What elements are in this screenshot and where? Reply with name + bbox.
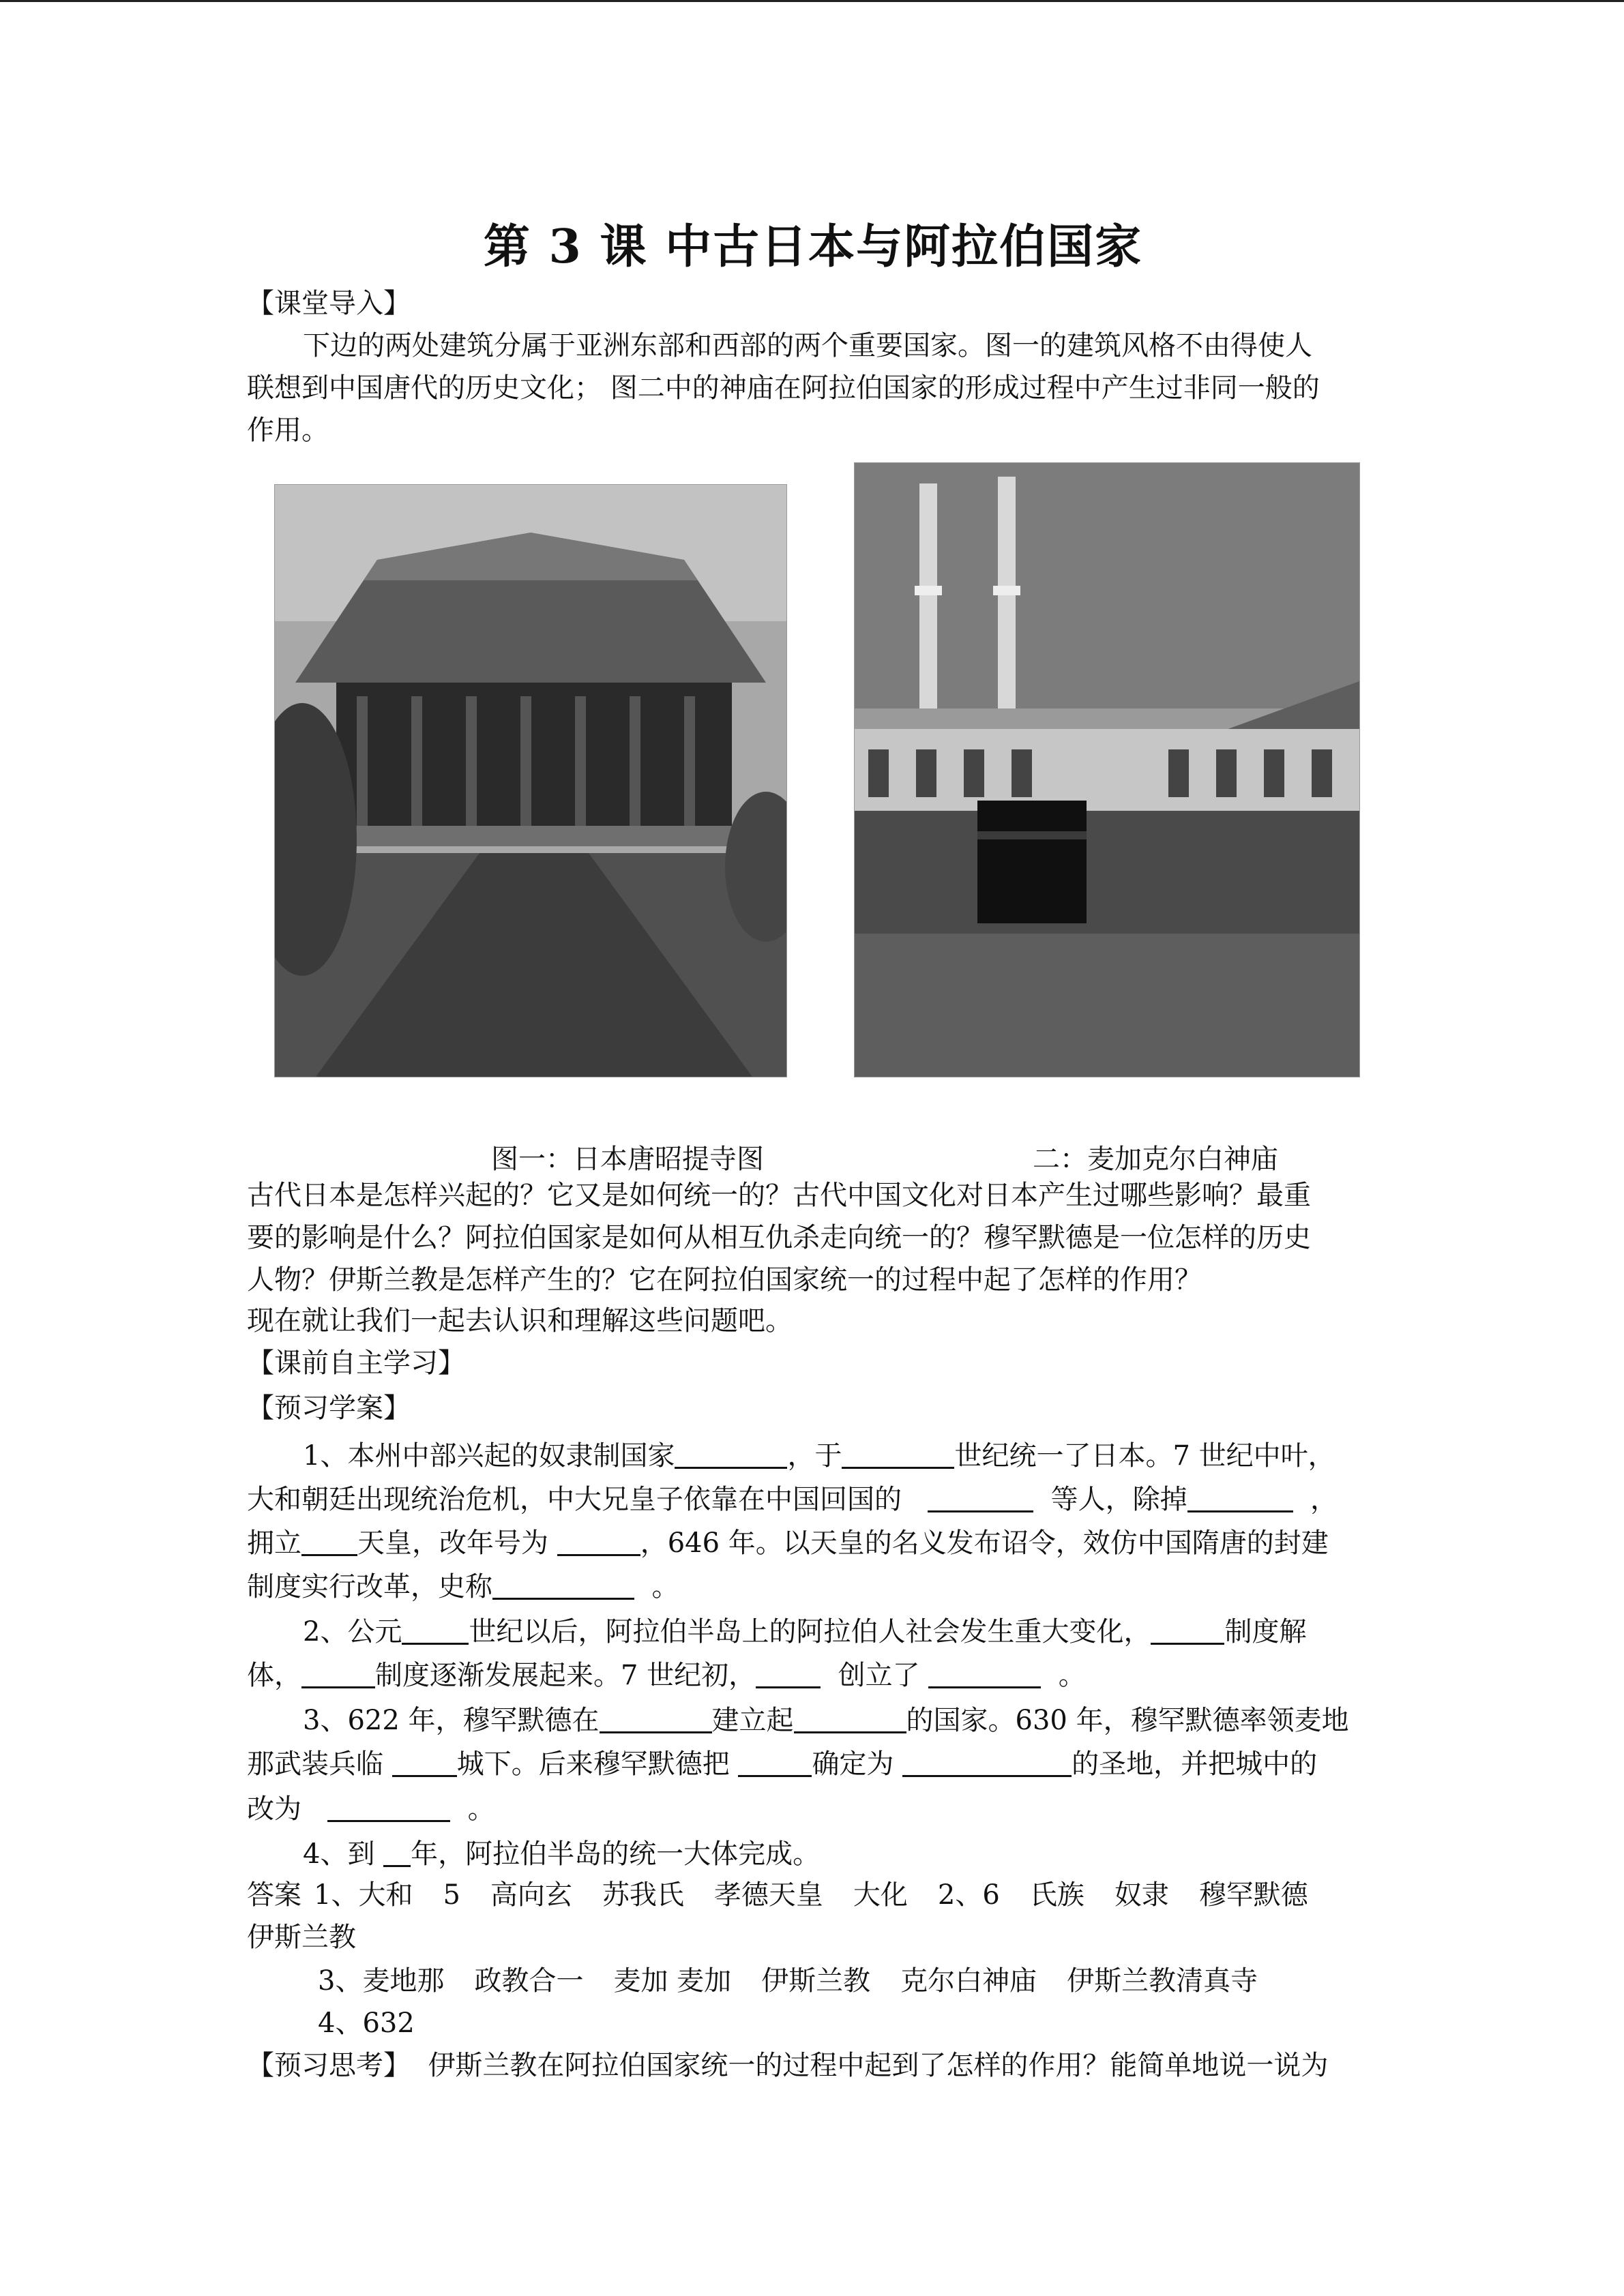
q3-blank-state-type[interactable] xyxy=(794,1704,906,1733)
page-title: 第 3 课 中古日本与阿拉伯国家 xyxy=(483,220,1143,274)
q3-blank-holy-city[interactable] xyxy=(738,1748,812,1777)
answers-row-2: 3、麦地那 政教合一 麦加 麦加 伊斯兰教 克尔白神庙 伊斯兰教清真寺 xyxy=(318,1965,1258,1997)
q2-blank-founder[interactable] xyxy=(756,1659,821,1688)
q2-line-1: 2、公元 世纪以后，阿拉伯半岛上的阿拉伯人社会发生重大变化， 制度解 xyxy=(303,1616,1307,1648)
intro-line-2: 联想到中国唐代的历史文化； 图二中的神庙在阿拉伯国家的形成过程中产生过非同一般的 xyxy=(247,372,1320,404)
figure-kaaba-mecca xyxy=(854,462,1360,1077)
q2-blank-century[interactable] xyxy=(402,1615,469,1645)
figure-1-caption: 图一：日本唐昭提寺图 xyxy=(491,1144,764,1175)
kaaba-photo xyxy=(855,463,1359,1077)
q3-blank-religion[interactable] xyxy=(902,1748,1072,1777)
intro-heading: 【课堂导入】 xyxy=(247,288,411,319)
answers-row-3: 4、632 xyxy=(318,2008,415,2039)
question-line-2: 要的影响是什么？阿拉伯国家是如何从相互仇杀走向统一的？穆罕默德是一位怎样的历史 xyxy=(247,1222,1311,1253)
q4-line-1: 4、到 年，阿拉伯半岛的统一大体完成。 xyxy=(303,1838,821,1870)
answers-row-1-cont: 伊斯兰教 xyxy=(247,1922,356,1953)
temple-photo xyxy=(275,485,786,1077)
figure-toshodaiji-temple xyxy=(274,484,787,1077)
question-line-3: 人物？伊斯兰教是怎样产生的？它在阿拉伯国家统一的过程中起了怎样的作用？ xyxy=(247,1264,1202,1296)
q2-blank-religion[interactable] xyxy=(928,1659,1041,1688)
q1-line-1: 1、本州中部兴起的奴隶制国家 ，于 世纪统一了日本。7 世纪中叶， xyxy=(303,1440,1335,1472)
q2-line-2: 体， 制度逐渐发展起来。7 世纪初， 创立了 。 xyxy=(247,1660,1086,1691)
q3-blank-mosque[interactable] xyxy=(327,1793,450,1822)
q1-line-2: 大和朝廷出现统治危机，中大兄皇子依靠在中国回国的 等人，除掉 ， xyxy=(247,1484,1338,1515)
q1-line-4: 制度实行改革，史称 。 xyxy=(247,1571,679,1602)
q3-line-1: 3、622 年，穆罕默德在 建立起 的国家。630 年，穆罕默德率领麦地 xyxy=(303,1705,1349,1736)
intro-line-3: 作用。 xyxy=(247,415,329,446)
q4-blank-year[interactable] xyxy=(383,1838,411,1867)
preview-heading: 【预习学案】 xyxy=(247,1392,411,1424)
answers-row-1: 答案 1、大和 5 高向玄 苏我氏 孝德天皇 大化 2、6 氏族 奴隶 穆罕默德 xyxy=(247,1879,1308,1911)
q1-blank-era[interactable] xyxy=(557,1527,640,1556)
q1-blank-returnees[interactable] xyxy=(928,1483,1033,1512)
q1-blank-reform[interactable] xyxy=(492,1570,634,1600)
q1-line-3: 拥立 天皇，改年号为 ，646 年。以天皇的名义发布诏令，效仿中国隋唐的封建 xyxy=(247,1527,1329,1559)
q3-blank-place[interactable] xyxy=(600,1704,712,1733)
q1-blank-emperor[interactable] xyxy=(301,1527,357,1556)
self-study-heading: 【课前自主学习】 xyxy=(247,1347,465,1379)
question-line-1: 古代日本是怎样兴起的？它又是如何统一的？古代中国文化对日本产生过哪些影响？最重 xyxy=(247,1180,1311,1211)
q2-blank-system-dissolve[interactable] xyxy=(1151,1615,1224,1645)
preview-think: 【预习思考】 伊斯兰教在阿拉伯国家统一的过程中起到了怎样的作用？能简单地说一说为 xyxy=(247,2050,1329,2081)
top-border xyxy=(0,0,1624,2)
q1-blank-removed[interactable] xyxy=(1187,1483,1293,1512)
q3-line-3: 改为 。 xyxy=(247,1793,495,1825)
q2-blank-system-develop[interactable] xyxy=(301,1659,375,1688)
intro-line-1: 下边的两处建筑分属于亚洲东部和西部的两个重要国家。图一的建筑风格不由得使人 xyxy=(303,330,1312,361)
q1-blank-century[interactable] xyxy=(842,1440,954,1469)
question-line-4: 现在就让我们一起去认识和理解这些问题吧。 xyxy=(247,1305,793,1337)
q3-blank-city[interactable] xyxy=(392,1748,457,1777)
q3-line-2: 那武装兵临 城下。后来穆罕默德把 确定为 的圣地，并把城中的 xyxy=(247,1748,1318,1780)
q1-blank-state[interactable] xyxy=(675,1440,787,1469)
figure-2-caption: 二：麦加克尔白神庙 xyxy=(1033,1144,1278,1175)
